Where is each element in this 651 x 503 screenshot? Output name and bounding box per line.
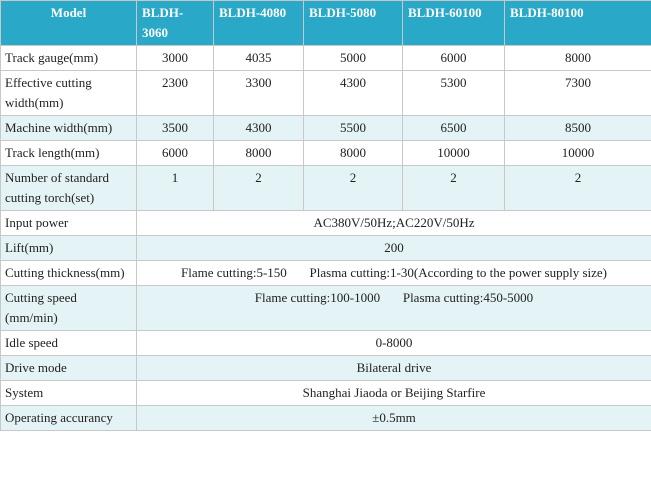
table-row <box>1 406 651 431</box>
row-label: Input power <box>1 211 137 236</box>
model-bldh-3060-header: BLDH-3060 <box>137 1 214 46</box>
table-row <box>1 356 651 381</box>
row-label: Machine width(mm) <box>1 116 137 141</box>
model-header: Model <box>1 1 137 46</box>
spanned-value: Flame cutting:5-150 Plasma cutting:1-30(According to the power supply size) <box>137 261 651 286</box>
row-label: Track length(mm) <box>1 141 137 166</box>
cell-value: 4035 <box>214 46 304 71</box>
cell-value: 2 <box>403 166 505 211</box>
cell-value: 8000 <box>214 141 304 166</box>
cell-value: 8000 <box>505 46 651 71</box>
spanned-value: ±0.5mm <box>137 406 651 431</box>
row-label: Track gauge(mm) <box>1 46 137 71</box>
cell-value: 3000 <box>137 46 214 71</box>
cell-value: 5000 <box>304 46 403 71</box>
table-row <box>1 381 651 406</box>
spanned-value: Shanghai Jiaoda or Beijing Starfire <box>137 381 651 406</box>
model-bldh-4080-header: BLDH-4080 <box>214 1 304 46</box>
cell-value: 3500 <box>137 116 214 141</box>
cell-value: 2 <box>214 166 304 211</box>
table-row <box>1 211 651 236</box>
row-label: Number of standard cutting torch(set) <box>1 166 137 211</box>
spanned-value: 0-8000 <box>137 331 651 356</box>
cell-value: 7300 <box>505 71 651 116</box>
cell-value: 2 <box>304 166 403 211</box>
cell-value: 5300 <box>403 71 505 116</box>
row-label: Cutting speed (mm/min) <box>1 286 137 331</box>
cell-value: 10000 <box>505 141 651 166</box>
table-row <box>1 331 651 356</box>
cell-value: 4300 <box>214 116 304 141</box>
row-label: Effective cutting width(mm) <box>1 71 137 116</box>
spanned-value: AC380V/50Hz;AC220V/50Hz <box>137 211 651 236</box>
table-row <box>1 46 651 71</box>
table-row <box>1 141 651 166</box>
row-label: Cutting thickness(mm) <box>1 261 137 286</box>
table-row <box>1 236 651 261</box>
model-bldh-80100-header: BLDH-80100 <box>505 1 651 46</box>
spanned-value: Bilateral drive <box>137 356 651 381</box>
row-label: Idle speed <box>1 331 137 356</box>
row-label: Operating accurancy <box>1 406 137 431</box>
cell-value: 1 <box>137 166 214 211</box>
row-label: System <box>1 381 137 406</box>
cell-value: 4300 <box>304 71 403 116</box>
cell-value: 2 <box>505 166 651 211</box>
cell-value: 10000 <box>403 141 505 166</box>
cell-value: 6500 <box>403 116 505 141</box>
row-label: Lift(mm) <box>1 236 137 261</box>
table-row <box>1 261 651 286</box>
cell-value: 6000 <box>137 141 214 166</box>
cell-value: 8000 <box>304 141 403 166</box>
cell-value: 2300 <box>137 71 214 116</box>
cell-value: 6000 <box>403 46 505 71</box>
header-row <box>1 1 651 46</box>
spanned-value: Flame cutting:100-1000 Plasma cutting:450-5000 <box>137 286 651 331</box>
cell-value: 3300 <box>214 71 304 116</box>
table-row <box>1 71 651 116</box>
cell-value: 5500 <box>304 116 403 141</box>
table-row <box>1 166 651 211</box>
model-bldh-5080-header: BLDH-5080 <box>304 1 403 46</box>
row-label: Drive mode <box>1 356 137 381</box>
spanned-value: 200 <box>137 236 651 261</box>
table-row <box>1 286 651 331</box>
cell-value: 8500 <box>505 116 651 141</box>
table-row <box>1 116 651 141</box>
model-bldh-60100-header: BLDH-60100 <box>403 1 505 46</box>
